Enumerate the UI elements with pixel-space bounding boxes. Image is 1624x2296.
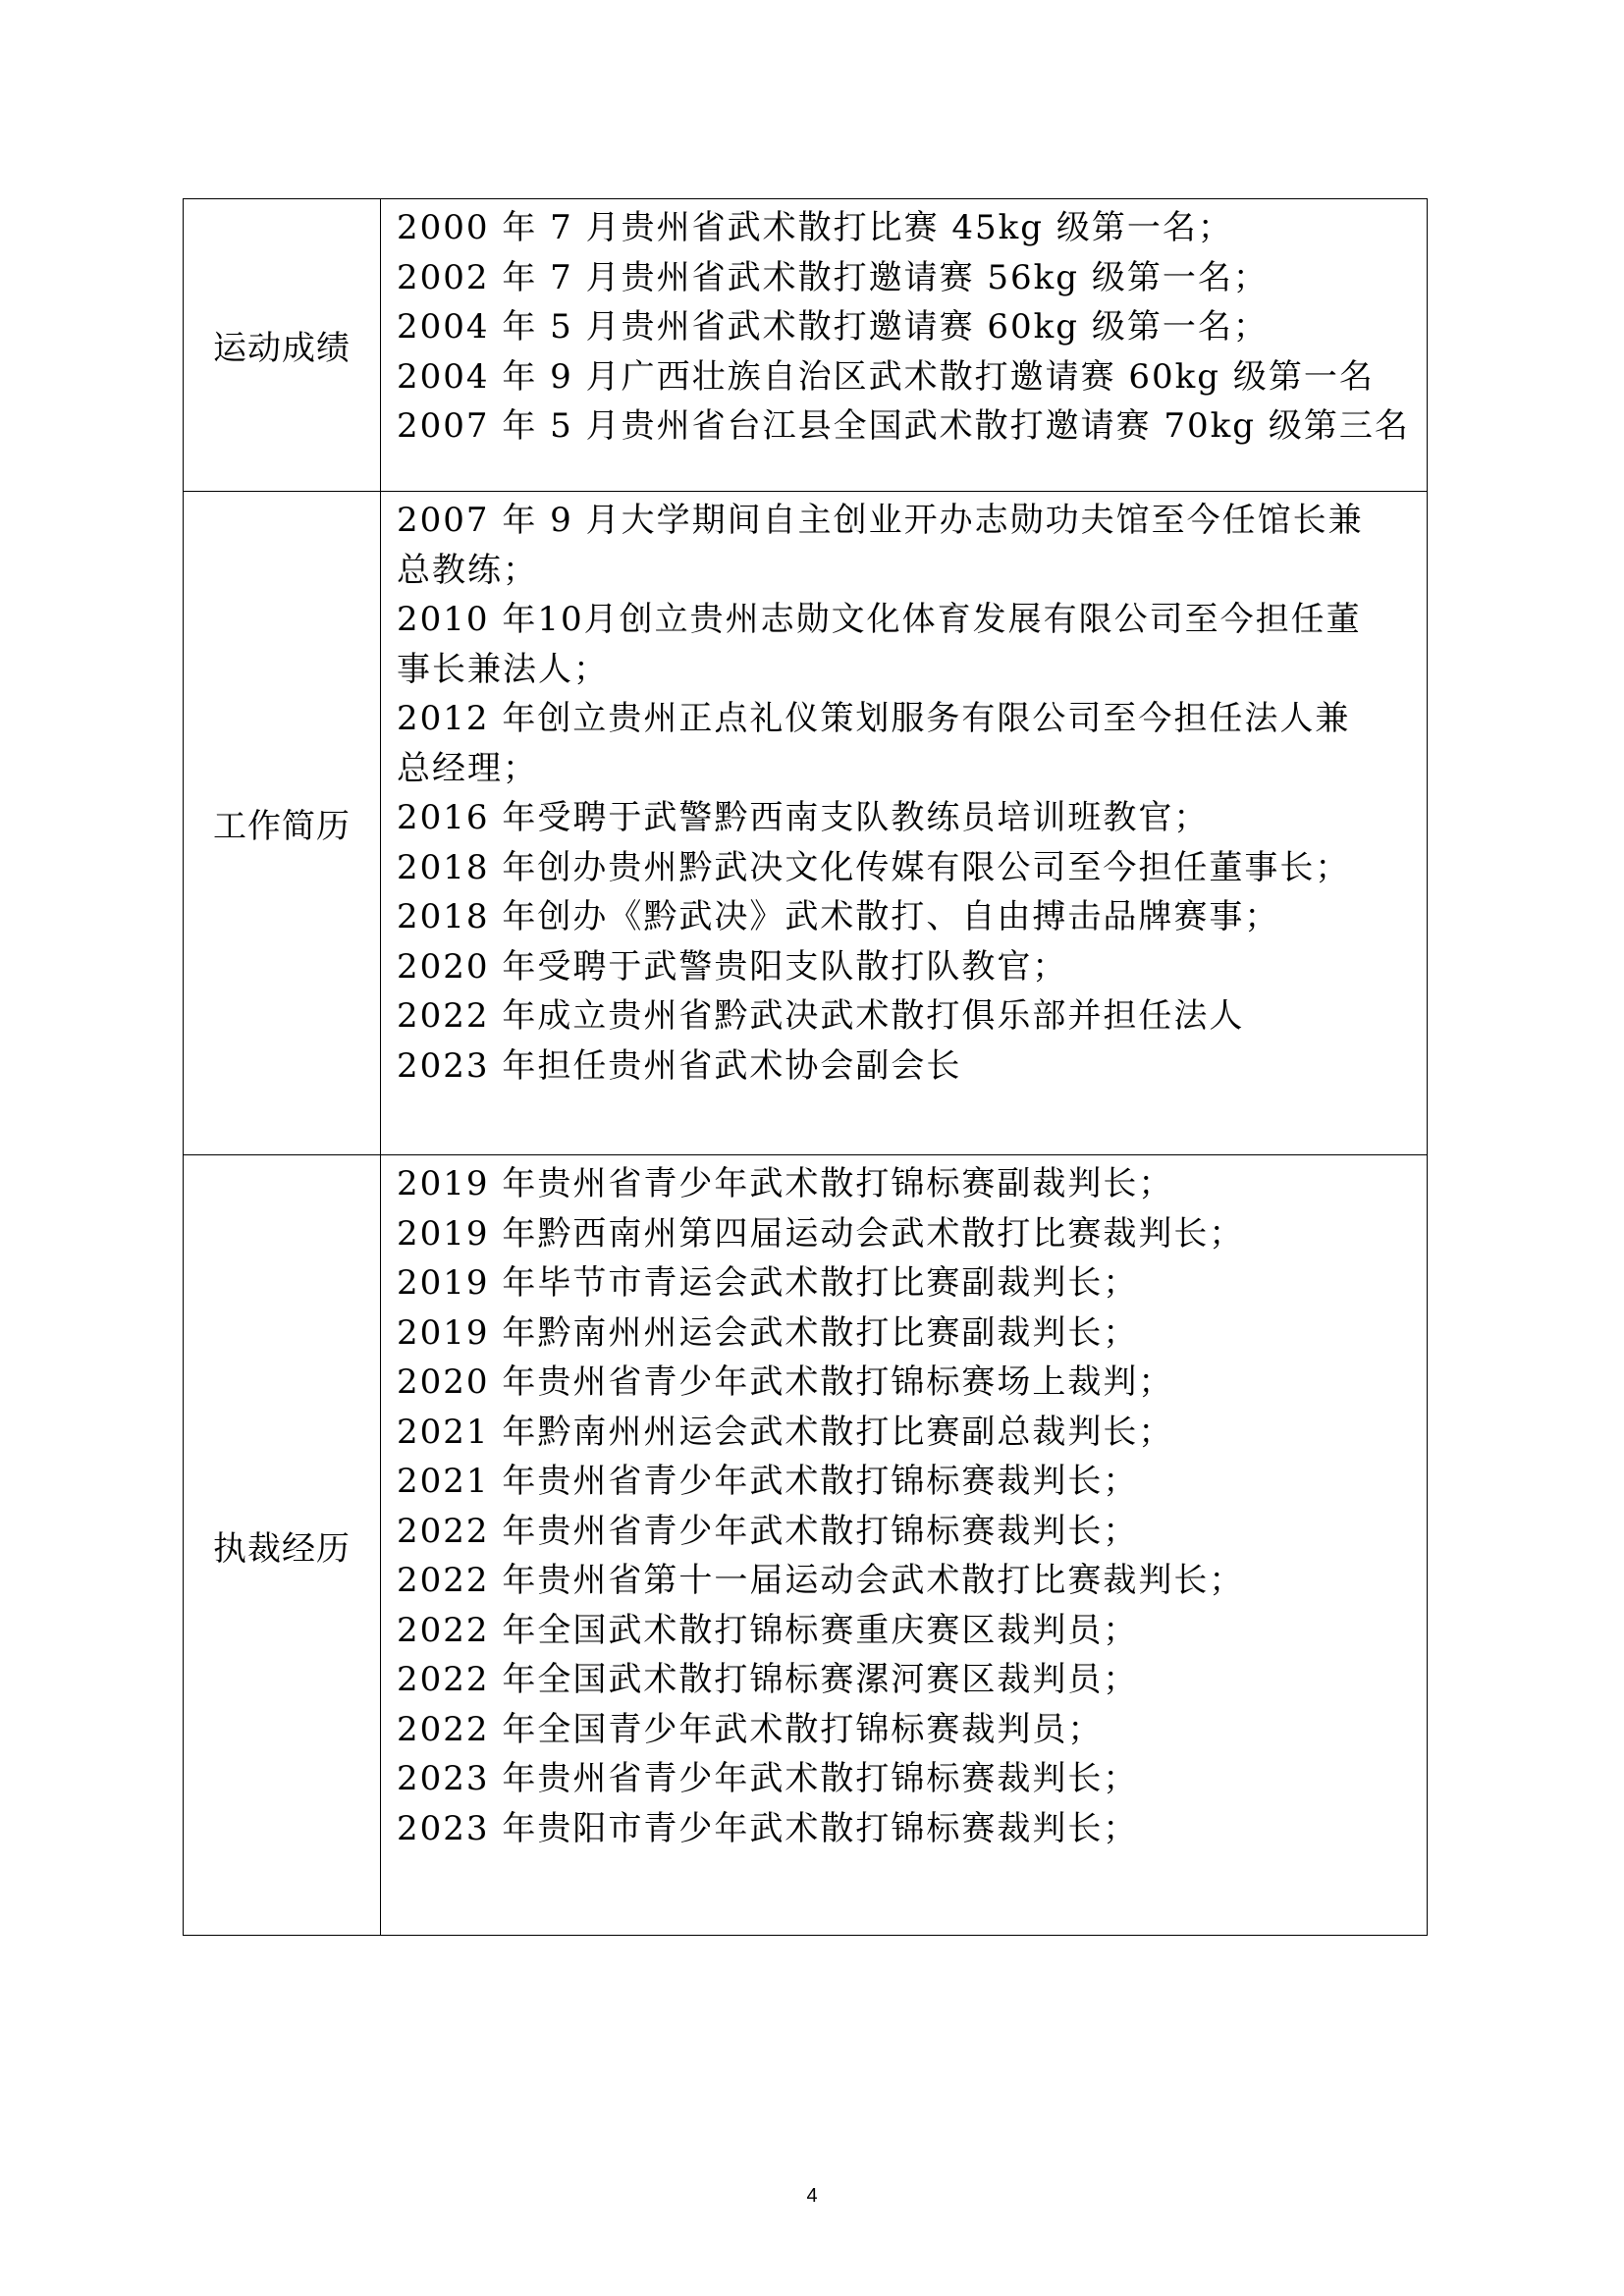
list-item: 2018 年创办《黔武决》武术散打、自由搏击品牌赛事；	[397, 897, 1280, 936]
list-item: 2022 年全国青少年武术散打锦标赛裁判员；	[397, 1709, 1104, 1749]
list-item: 2019 年毕节市青运会武术散打比赛副裁判长；	[397, 1263, 1139, 1303]
list-item: 2022 年贵州省青少年武术散打锦标赛裁判长；	[397, 1511, 1139, 1551]
list-item: 2010 年10月创立贵州志勋文化体育发展有限公司至今担任董	[397, 600, 1362, 639]
list-item: 2022 年全国武术散打锦标赛重庆赛区裁判员；	[397, 1610, 1139, 1650]
row-label-achievements: 运动成绩	[184, 199, 381, 492]
table-row-achievements	[184, 199, 1428, 492]
list-item: 2004 年 9 月广西壮族自治区武术散打邀请赛 60kg 级第一名	[397, 356, 1375, 397]
list-item: 总教练；	[397, 550, 538, 590]
list-item: 2004 年 5 月贵州省武术散打邀请赛 60kg 级第一名；	[397, 307, 1269, 347]
list-item: 2023 年贵阳市青少年武术散打锦标赛裁判长；	[397, 1808, 1139, 1848]
list-item: 2021 年贵州省青少年武术散打锦标赛裁判长；	[397, 1462, 1139, 1501]
list-item: 2002 年 7 月贵州省武术散打邀请赛 56kg 级第一名；	[397, 257, 1269, 297]
list-item: 2022 年成立贵州省黔武决武术散打俱乐部并担任法人	[397, 996, 1245, 1036]
table-row-refereeing	[184, 1155, 1428, 1936]
list-item: 2016 年受聘于武警黔西南支队教练员培训班教官；	[397, 798, 1210, 837]
table-row-work-history	[184, 492, 1428, 1155]
list-item: 2019 年黔西南州第四届运动会武术散打比赛裁判长；	[397, 1213, 1245, 1254]
refereeing-content	[381, 1155, 1428, 1936]
list-item: 2020 年贵州省青少年武术散打锦标赛场上裁判；	[397, 1362, 1174, 1402]
list-item: 2018 年创办贵州黔武决文化传媒有限公司至今担任董事长；	[397, 847, 1351, 887]
list-item: 2019 年黔南州州运会武术散打比赛副裁判长；	[397, 1312, 1139, 1353]
work-history-content	[381, 492, 1428, 1155]
row-label-work-history: 工作简历	[184, 492, 381, 1155]
list-item: 总经理；	[397, 748, 538, 788]
list-item: 2021 年黔南州州运会武术散打比赛副总裁判长；	[397, 1412, 1174, 1452]
list-item: 事长兼法人；	[397, 649, 609, 689]
list-item: 2023 年担任贵州省武术协会副会长	[397, 1045, 962, 1086]
list-item: 2012 年创立贵州正点礼仪策划服务有限公司至今担任法人兼	[397, 699, 1351, 738]
achievements-content	[381, 199, 1428, 492]
list-item: 2007 年 5 月贵州省台江县全国武术散打邀请赛 70kg 级第三名	[397, 406, 1410, 446]
list-item: 2020 年受聘于武警贵阳支队散打队教官；	[397, 946, 1068, 987]
list-item: 2007 年 9 月大学期间自主创业开办志勋功夫馆至今任馆长兼	[397, 501, 1364, 540]
list-item: 2023 年贵州省青少年武术散打锦标赛裁判长；	[397, 1759, 1139, 1798]
row-label-refereeing: 执裁经历	[184, 1155, 381, 1936]
list-item: 2000 年 7 月贵州省武术散打比赛 45kg 级第一名；	[397, 208, 1233, 247]
list-item: 2019 年贵州省青少年武术散打锦标赛副裁判长；	[397, 1164, 1174, 1203]
resume-table	[183, 198, 1428, 1936]
page-number: 4	[806, 2185, 818, 2207]
list-item: 2022 年全国武术散打锦标赛漯河赛区裁判员；	[397, 1660, 1139, 1699]
list-item: 2022 年贵州省第十一届运动会武术散打比赛裁判长；	[397, 1561, 1245, 1600]
